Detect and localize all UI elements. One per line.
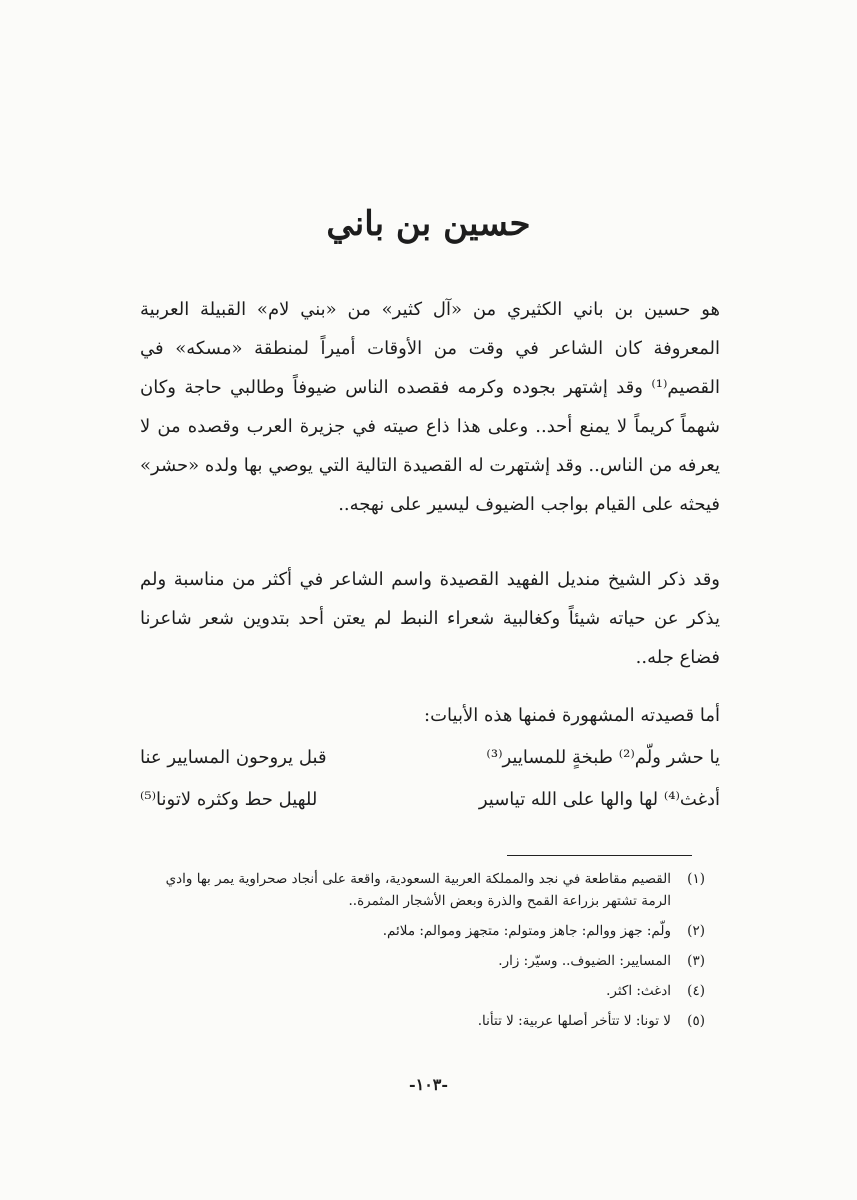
footnote-text: القصيم مقاطعة في نجد والمملكة العربية السعودية، واقعة على أنجاد صحراوية يمر بها وادي الرمة تشتهر بزراعة القمح والذرة وبعض الأشجار المثمرة..: [165, 871, 671, 909]
footnote-text: لا تونا: لا تتأخر أصلها عربية: لا تتأنا.: [477, 1013, 671, 1029]
second-paragraph-text: وقد ذكر الشيخ منديل الفهيد القصيدة واسم الشاعر في أكثر من مناسبة ولم يذكر عن حياته شيئاً وكغالبية شعراء النبط لم يعتن أحد بتدوين شعر شاعرنا فضاع جله..: [140, 569, 720, 668]
footnote-divider: [507, 855, 692, 856]
footnote-number: (٥): [687, 1013, 705, 1029]
footnote: [160, 1010, 705, 1032]
poem-verse: [140, 738, 720, 778]
footnote: [160, 980, 705, 1002]
second-paragraph: [140, 560, 720, 677]
footnote-text: ادغث: اكثر.: [606, 983, 671, 999]
intro-paragraph-text: هو حسين بن باني الكثيري من «آل كثير» من «بني لام» القبيلة العربية المعروفة كان الشاعر في وقت من الأوقات أميراً لمنطقة «مسكه» في القصيم⁽¹⁾ وقد إشتهر بجوده وكرمه فقصده الناس ضيوفاً وطالبي حاجة وكان شهماً كريماً لا يمنع أحد.. وعلى هذا ذاع صيته في جزيرة العرب وقصده من لا يعرفه من الناس.. وقد إشتهرت له القصيدة التالية التي يوصي بها ولده «حشر» فيحثه على القيام بواجب الضيوف ليسير على نهجه..: [140, 299, 720, 515]
intro-paragraph: [140, 290, 720, 524]
poem-verse: [140, 780, 720, 820]
footnote: [160, 868, 705, 912]
verse-second-hemistich: قبل يروحون المسايير عنا: [140, 747, 327, 768]
footnote: [160, 950, 705, 972]
footnote-number: (٢): [687, 923, 705, 939]
footnote-text: المسايير: الضيوف.. وسيّر: زار.: [498, 953, 671, 969]
page-title: حسين بن باني: [326, 204, 531, 244]
verse-first-hemistich: أدغث⁽⁴⁾ لها والها على الله تياسير: [478, 789, 720, 810]
page-number: -١٠٣-: [408, 1075, 449, 1094]
footnote-number: (٣): [687, 953, 705, 969]
verse-intro: أما قصيدته المشهورة فمنها هذه الأبيات:: [424, 705, 720, 726]
footnote: [160, 920, 705, 942]
footnotes: [160, 868, 705, 1040]
verse-first-hemistich: يا حشر ولّم⁽²⁾ طبخةٍ للمسايير⁽³⁾: [486, 747, 720, 768]
footnote-text: ولّم: جهز ووالم: جاهز ومتولم: متجهز وموالم: ملائم.: [382, 923, 671, 939]
footnote-number: (١): [687, 871, 705, 887]
verse-second-hemistich: للهيل حط وكثره لاتونا⁽⁵⁾: [140, 789, 318, 810]
footnote-number: (٤): [687, 983, 705, 999]
